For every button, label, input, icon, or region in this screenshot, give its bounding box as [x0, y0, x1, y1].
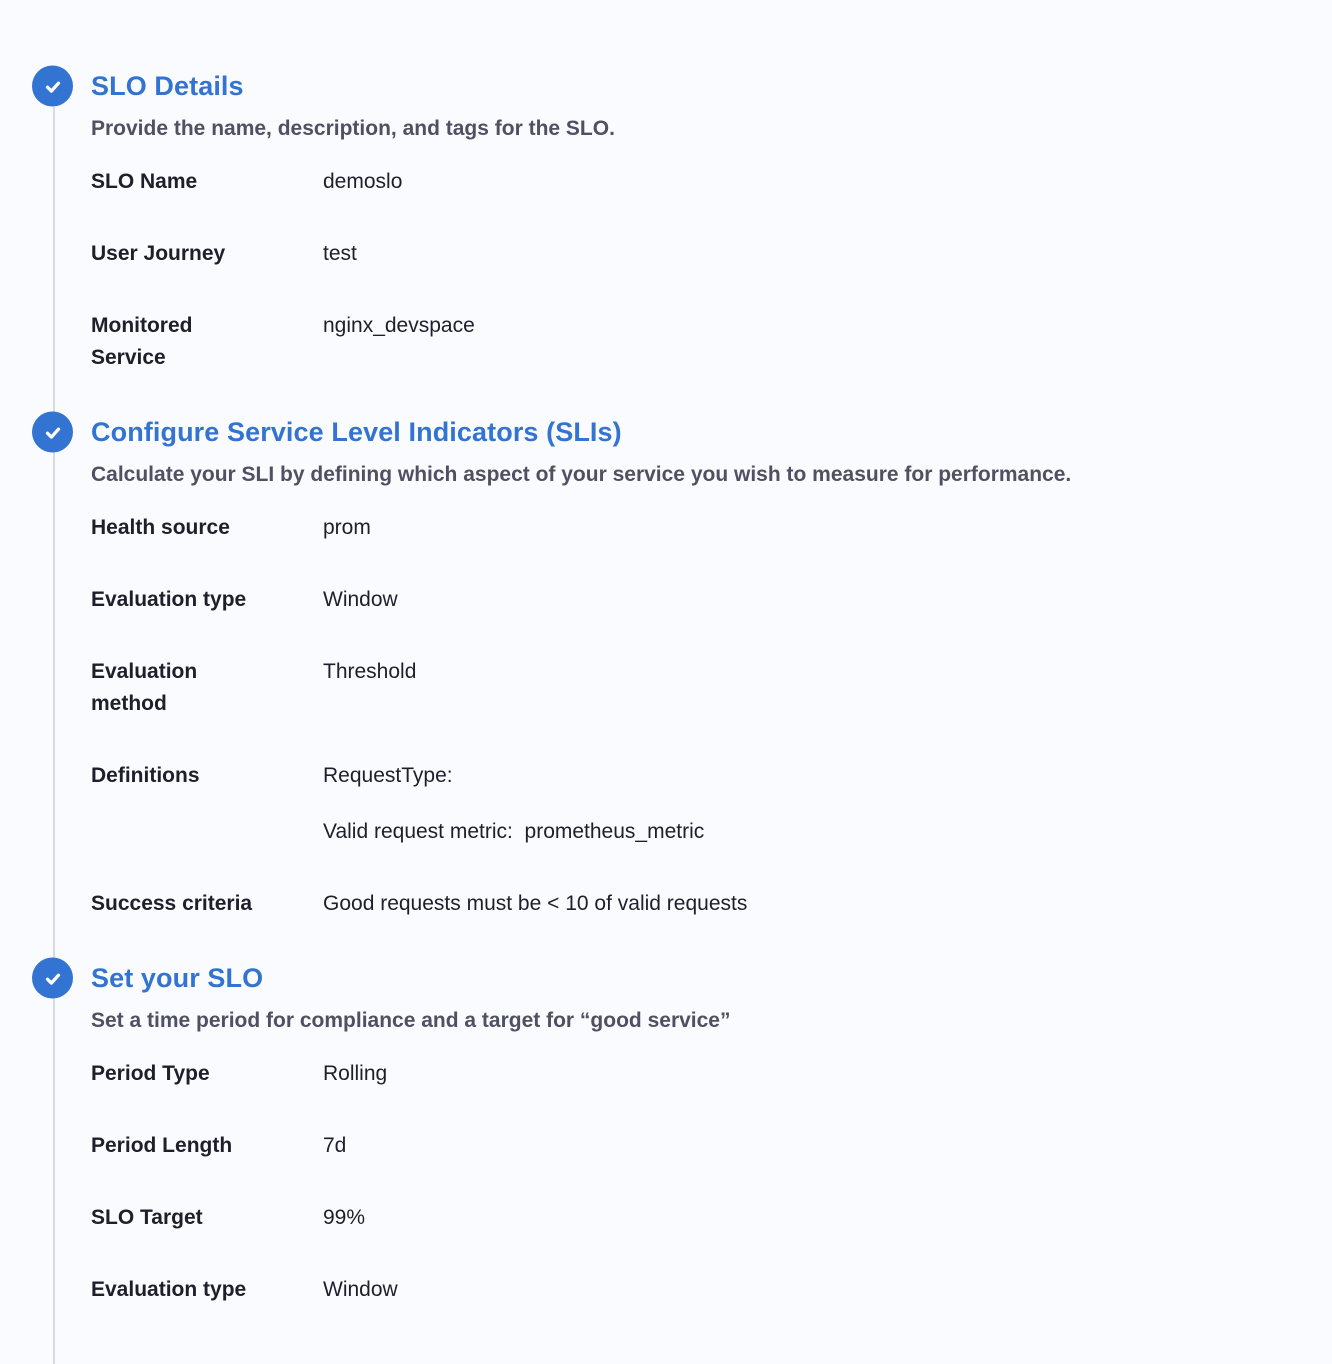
field-value: Threshold [323, 660, 417, 683]
field-rows [91, 166, 1332, 374]
field-label: Definitions [91, 764, 200, 787]
step-header [91, 68, 1332, 104]
section-set-your-slo [0, 960, 1332, 1306]
step-header [91, 960, 1332, 996]
field-label: Health source [91, 516, 230, 539]
step-title-slo-details[interactable]: SLO Details [91, 71, 244, 101]
field-value: Good requests must be < 10 of valid requests [323, 892, 748, 915]
field-value: Rolling [323, 1062, 388, 1085]
field-row-period-type [91, 1058, 1332, 1090]
field-label: Evaluation type [91, 588, 247, 611]
field-row-health-source [91, 512, 1332, 544]
step-subtitle: Calculate your SLI by defining which aspect of your service you wish to measure for performance. [91, 463, 1072, 486]
field-row-definitions [91, 760, 1332, 848]
step-subtitle: Set a time period for compliance and a target for “good service” [91, 1009, 731, 1032]
field-label: SLO Name [91, 170, 198, 193]
field-label: SLO Target [91, 1206, 203, 1229]
field-label: Success criteria [91, 892, 253, 915]
field-rows [91, 1058, 1332, 1306]
step-title-set-your-slo[interactable]: Set your SLO [91, 963, 264, 993]
step-subtitle: Provide the name, description, and tags for the SLO. [91, 117, 615, 140]
field-value: RequestType: [323, 764, 453, 787]
field-row-evaluation-type [91, 1274, 1332, 1306]
field-label: Monitored Service [91, 314, 193, 369]
field-value: 99% [323, 1206, 366, 1229]
step-header [91, 414, 1332, 450]
field-row-evaluation-method [91, 656, 1332, 720]
step-complete-check-icon [32, 66, 73, 107]
field-label: Period Length [91, 1134, 233, 1157]
field-row-slo-target [91, 1202, 1332, 1234]
field-value: Window [323, 1278, 398, 1301]
field-label: Evaluation method [91, 660, 198, 715]
field-value: demoslo [323, 170, 403, 193]
field-value: Valid request metric: prometheus_metric [323, 820, 705, 843]
step-title-configure-slis[interactable]: Configure Service Level Indicators (SLIs) [91, 417, 622, 447]
field-label: User Journey [91, 242, 226, 265]
field-row-monitored-service [91, 310, 1332, 374]
step-complete-check-icon [32, 412, 73, 453]
field-value: prom [323, 516, 371, 539]
field-row-slo-name [91, 166, 1332, 198]
field-value: nginx_devspace [323, 314, 475, 337]
field-row-success-criteria [91, 888, 1332, 920]
field-row-period-length [91, 1130, 1332, 1162]
field-value: test [323, 242, 357, 265]
field-value: 7d [323, 1134, 347, 1157]
field-label: Evaluation type [91, 1278, 247, 1301]
section-slo-details [0, 68, 1332, 374]
field-value: Window [323, 588, 398, 611]
field-label: Period Type [91, 1062, 210, 1085]
field-rows [91, 512, 1332, 920]
field-row-user-journey [91, 238, 1332, 270]
section-configure-slis [0, 414, 1332, 920]
step-complete-check-icon [32, 958, 73, 999]
field-row-evaluation-type [91, 584, 1332, 616]
